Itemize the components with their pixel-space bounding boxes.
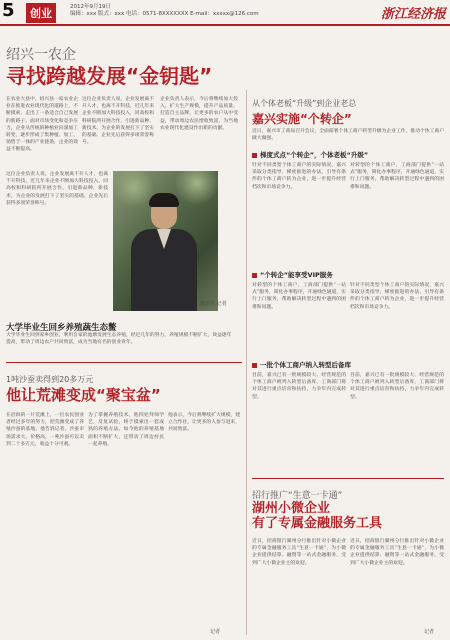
bullet-icon: [252, 363, 257, 368]
header-contact: 编辑：xxx 版式：xxx 电话：0571-8XXXXXXX E-mail：xxxxx@126.com: [70, 11, 259, 17]
second-story-col1: 在沿海的一片荒滩上，一位农民创业者经过多年的努力，把荒滩变成了养殖沙蚕的基地。他告诉记者，沙蚕市场需求大，价格高，一吨沙蚕可以卖到二十多万元，收益十分可观。: [6, 413, 84, 447]
right-sub3-text: 一批个体工商户纳入转型后备库: [260, 361, 351, 369]
right-sub2-text: “个转企”能享受VIP服务: [260, 271, 333, 279]
second-kicker: 1吨沙蚕卖得到20多万元: [6, 375, 94, 384]
right-text1a: 针对不同类型个体工商户的实际情况，嘉兴采取分类指导、梯度推进的办法，引导有条件的个体工商户转为企业，进一步提升经营档次和市场竞争力。: [252, 163, 346, 190]
right-text2b: 针对不同类型个体工商户的实际情况，嘉兴采取分类指导、梯度推进的办法，引导有条件的个体工商户转为企业，进一步提升经营档次和市场竞争力。: [350, 283, 444, 310]
photo-caption-text: 大学毕业生回到家乡创业，利用自家的池塘发展生态养殖，经过几年的努力，养殖规模不断扩大，效益逐年提高，带动了周边农户共同致富，成为当地有名的创业青年。: [6, 333, 232, 345]
right-divider: [252, 478, 444, 479]
bullet-icon: [252, 153, 257, 158]
right-sub3: [252, 360, 351, 369]
second-story-col2: 为了掌握养殖技术，他四处拜师学艺，反复试验，终于摸索出一套成熟的养殖方法。如今他的养殖基地面积不断扩大，还带动了周边村民一起养殖。: [88, 413, 164, 447]
story-photo: [113, 171, 218, 311]
main-story-col1: 在农业大县中，绍兴县一家农业企业在推进农业现代化的道路上，不断摸索，走出了一条适合自己发展的新路子。面对市场变化和竞争压力，企业从传统的种植业向深加工转变，逐步形成了集种植、加工、销售于一体的产业链条，企业的效益不断提高。: [6, 97, 78, 153]
right-sub2: [252, 270, 333, 279]
page-number: 5: [2, 0, 15, 21]
right-text1b: 对转型的个体工商户，工商部门提供“一站式”服务，简化办事程序，开通绿色通道，实行上门服务，帮助解决转型过程中遇到的困难和问题。: [350, 163, 444, 190]
right-intro: 近日，嘉兴市工商局召开会议，全面部署个体工商户转型升级为企业工作，推动个体工商户做大做强。: [252, 129, 444, 142]
main-byline: 通讯员 记者: [200, 301, 227, 307]
right-headline: 嘉兴实施“个转企”: [252, 112, 352, 126]
right-kicker: 从个体老板“升级”到企业老总: [252, 99, 357, 108]
right-kicker2: 招行推广“生意一卡通”: [252, 491, 343, 501]
second-byline: 记者: [210, 629, 221, 635]
right-byline: 记者: [424, 629, 435, 635]
column-rule: [246, 90, 247, 635]
masthead-logo: 浙江经济报: [380, 7, 446, 22]
second-headline: 他让荒滩变成“聚宝盆”: [6, 386, 161, 404]
right-text2a: 对转型的个体工商户，工商部门提供“一站式”服务，简化办事程序，开通绿色通道，实行上门服务，帮助解决转型过程中遇到的困难和问题。: [252, 283, 346, 310]
right-text4b: 近日，招商银行湖州分行推出针对小微企业的专属金融服务工具“生意一卡通”，为小微企业提供结算、融资等一站式金融服务，受到广大小微企业主的欢迎。: [350, 539, 444, 566]
section-divider: [6, 362, 242, 363]
right-headline2: 湖州小微企业 有了专属金融服务工具: [252, 501, 383, 531]
right-text3a: 目前，嘉兴已有一批规模较大、经营规范的个体工商户被列入转型后备库，工商部门将对其进行重点培育和扶持，力争年内完成转型。: [252, 373, 346, 400]
section-label: 创业: [26, 3, 56, 23]
main-story-col3: 企业负责人表示，今后将继续加大投入，扩大生产规模，提升产品质量，打造自主品牌，让更多的农户从中受益，带动周边农民增收致富，为当地农业现代化建设作出新的贡献。: [160, 97, 238, 131]
main-headline: 寻找跨越发展“金钥匙”: [6, 64, 213, 88]
photo-person-hair: [149, 193, 179, 207]
right-sub1: [252, 150, 368, 159]
page-header: [0, 0, 450, 26]
header-date: 2012年9月19日: [70, 4, 111, 10]
main-story-col2: 这位企业负责人说，企业发展离不开人才，也离不开科技，近几年来企业不断加大科技投入，同高校和科研院所开展合作，引进新品种、新技术，为企业的发展打下了坚实的基础。企业先后获得多项荣誉称号。: [82, 97, 154, 146]
main-kicker: 绍兴一农企: [6, 47, 76, 63]
main-story-col1b: 这位企业负责人说，企业发展离不开人才，也离不开科技，近几年来企业不断加大科技投入，同高校和科研院所开展合作，引进新品种、新技术，为企业的发展打下了坚实的基础。企业先后获得多项荣誉称号。: [6, 172, 108, 206]
header-meta: [70, 4, 259, 18]
second-story-col3: 他表示，今后将继续扩大规模，建立合作社，让更多的人参与进来，共同致富。: [168, 413, 240, 433]
bullet-icon: [252, 273, 257, 278]
right-sub1-text: 梯度式点“个转企”，个体老板“升级”: [260, 151, 369, 159]
right-text3b: 目前，嘉兴已有一批规模较大、经营规范的个体工商户被列入转型后备库，工商部门将对其进行重点培育和扶持，力争年内完成转型。: [350, 373, 444, 400]
right-text4a: 近日，招商银行湖州分行推出针对小微企业的专属金融服务工具“生意一卡通”，为小微企业提供结算、融资等一站式金融服务，受到广大小微企业主的欢迎。: [252, 539, 346, 566]
photo-caption-title: 大学毕业生回乡养殖蔬生态鳖: [6, 323, 117, 333]
